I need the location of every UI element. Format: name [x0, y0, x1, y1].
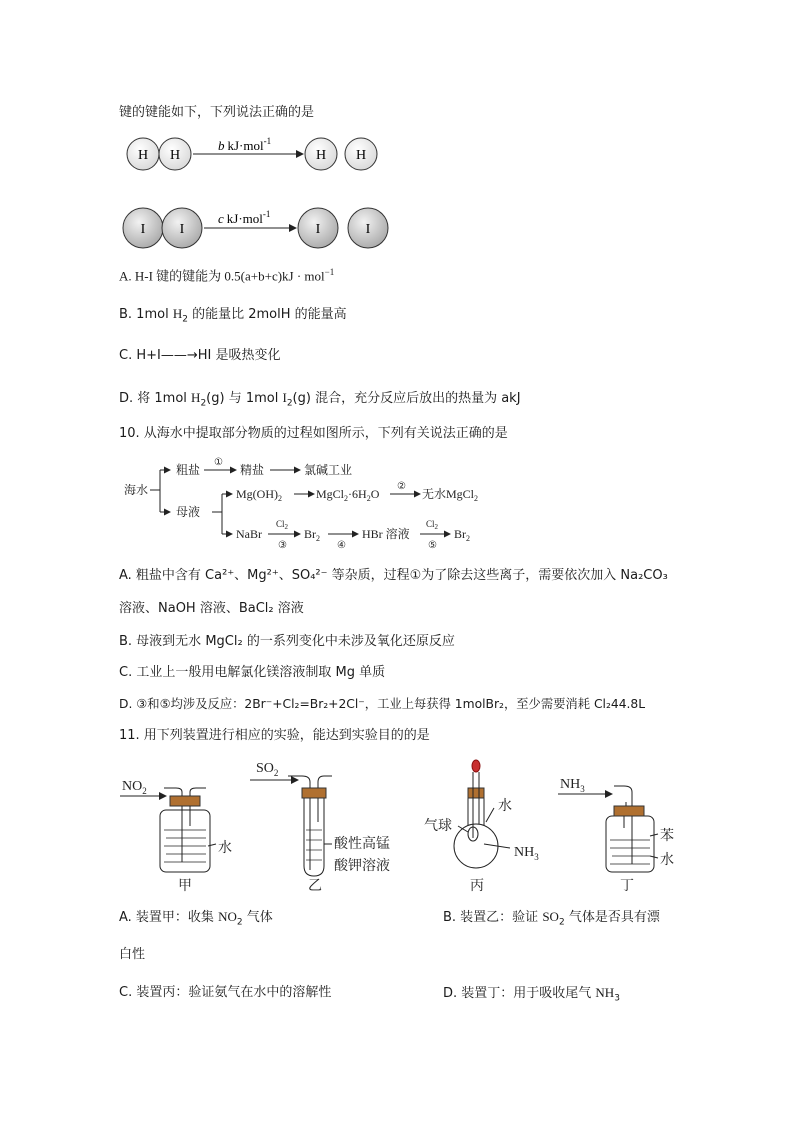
- mgoh2-label: $Mg(OH)_2$: [236, 487, 282, 503]
- q9-option-a: A. H-I 键的键能为 0.5(a+b+c)kJ · mol$^{-1}$: [119, 267, 335, 284]
- question-9-stem: 键的键能如下，下列说法正确的是: [119, 105, 315, 120]
- yi-gas-label: $SO_2$: [256, 761, 279, 778]
- jia-gas-label: $NO_2$: [122, 779, 147, 796]
- svg-text:H: H: [315, 148, 327, 163]
- ding-name: 丁: [620, 879, 634, 894]
- q11-option-a: A. 装置甲：收集 $NO_2$ 气体: [119, 909, 273, 928]
- yi-liquid-label-2: 酸钾溶液: [334, 859, 390, 874]
- jia-name: 甲: [178, 879, 192, 894]
- q9-option-b: B. 1mol $H_2$ 的能量比 2molH 的能量高: [119, 306, 347, 325]
- q9-option-d: D. 将 1mol $H_2(g)$ 与 1mol $I_2(g)$ 混合，充分反应后放出的热量为 akJ: [119, 390, 521, 409]
- apparatus-jia: [120, 788, 216, 872]
- crude-salt-label: 粗盐: [176, 463, 201, 477]
- hbr-label: HBr 溶液: [362, 527, 410, 541]
- h-atom-label: H: [137, 148, 149, 163]
- q10-option-c: C. 工业上一般用电解氯化镁溶液制取 Mg 单质: [119, 665, 386, 680]
- seawater-label: 海水: [124, 483, 149, 497]
- h2-molecule: [127, 138, 191, 170]
- chlor-alkali-label: 氯碱工业: [304, 463, 353, 477]
- i2-molecule: [123, 208, 202, 248]
- svg-text:④: ④: [337, 540, 346, 550]
- bond-energy-diagram: [118, 128, 408, 253]
- bing-name: 丙: [470, 879, 484, 894]
- q11-option-b: B. 装置乙：验证 $SO_2$ 气体是否具有漂: [443, 909, 660, 928]
- svg-text:I: I: [315, 222, 321, 237]
- energy-label-c: c kJ·mol$^{-1}$: [218, 209, 271, 226]
- ding-gas-label: $NH_3$: [560, 777, 585, 794]
- i-atoms: [298, 208, 388, 248]
- apparatus-figure: [118, 752, 678, 894]
- q11-option-b-continued: 白性: [119, 947, 146, 962]
- apparatus-yi: [250, 776, 332, 876]
- jia-liquid-label: 水: [218, 841, 232, 856]
- nabr-label: NaBr: [236, 527, 262, 541]
- q11-option-d: D. 装置丁：用于吸收尾气 $NH_3$: [443, 985, 620, 1004]
- mother-liquor-label: 母液: [176, 505, 201, 519]
- svg-text:③: ③: [278, 540, 287, 550]
- bing-gas-label: $NH_3$: [514, 845, 539, 862]
- ding-water-label: 水: [660, 853, 674, 868]
- question-11-stem: 11. 用下列装置进行相应的实验，能达到实验目的的是: [119, 728, 430, 743]
- h-atom-label: H: [169, 148, 181, 163]
- ding-benzene-label: 苯: [660, 829, 674, 844]
- mgcl2-hydrate-label: $MgCl_2\cdot 6H_2O$: [316, 487, 380, 503]
- question-10-stem: 10. 从海水中提取部分物质的过程如图所示，下列有关说法正确的是: [119, 426, 508, 441]
- bing-water-label: 水: [498, 799, 512, 814]
- q9-option-c: C. H+I——→HI 是吸热变化: [119, 348, 281, 363]
- q10-option-a-line1: A. 粗盐中含有 Ca²⁺、Mg²⁺、SO₄²⁻ 等杂质，过程①为了除去这些离子，需要依次加入 Na₂CO₃: [119, 568, 668, 583]
- svg-text:Cl2: $Cl_2$: [426, 519, 439, 531]
- svg-text:①: ①: [214, 457, 223, 468]
- h-atoms: [305, 138, 377, 170]
- q10-option-a-line2: 溶液、NaOH 溶液、BaCl₂ 溶液: [119, 601, 304, 616]
- q10-option-d: D. ③和⑤均涉及反应：2Br⁻+Cl₂=Br₂+2Cl⁻，工业上每获得 1molBr₂，至少需要消耗 Cl₂44.8L: [119, 697, 646, 711]
- svg-text:H: H: [355, 148, 367, 163]
- bing-balloon-label: 气球: [424, 819, 452, 834]
- energy-label-b: b kJ·mol$^{-1}$: [218, 136, 272, 153]
- yi-name: 乙: [308, 879, 322, 894]
- svg-text:⑤: ⑤: [428, 540, 437, 550]
- br2-final-label: $Br_2$: [454, 527, 470, 543]
- br2-label: $Br_2$: [304, 527, 320, 543]
- anhydrous-mgcl2-label: 无水MgCl$_2$: [422, 487, 479, 503]
- svg-text:Cl2: $Cl_2$: [276, 519, 289, 531]
- q11-option-c: C. 装置丙：验证氨气在水中的溶解性: [119, 985, 332, 1000]
- svg-text:I: I: [365, 222, 371, 237]
- seawater-flow-diagram: [118, 452, 498, 550]
- svg-text:I: I: [140, 222, 146, 237]
- q10-option-b: B. 母液到无水 MgCl₂ 的一系列变化中未涉及氧化还原反应: [119, 634, 455, 649]
- svg-text:②: ②: [397, 481, 406, 492]
- yi-liquid-label-1: 酸性高锰: [334, 837, 390, 852]
- refined-salt-label: 精盐: [240, 463, 265, 477]
- apparatus-ding: [558, 786, 658, 872]
- apparatus-bing: [454, 760, 510, 868]
- svg-text:I: I: [179, 222, 185, 237]
